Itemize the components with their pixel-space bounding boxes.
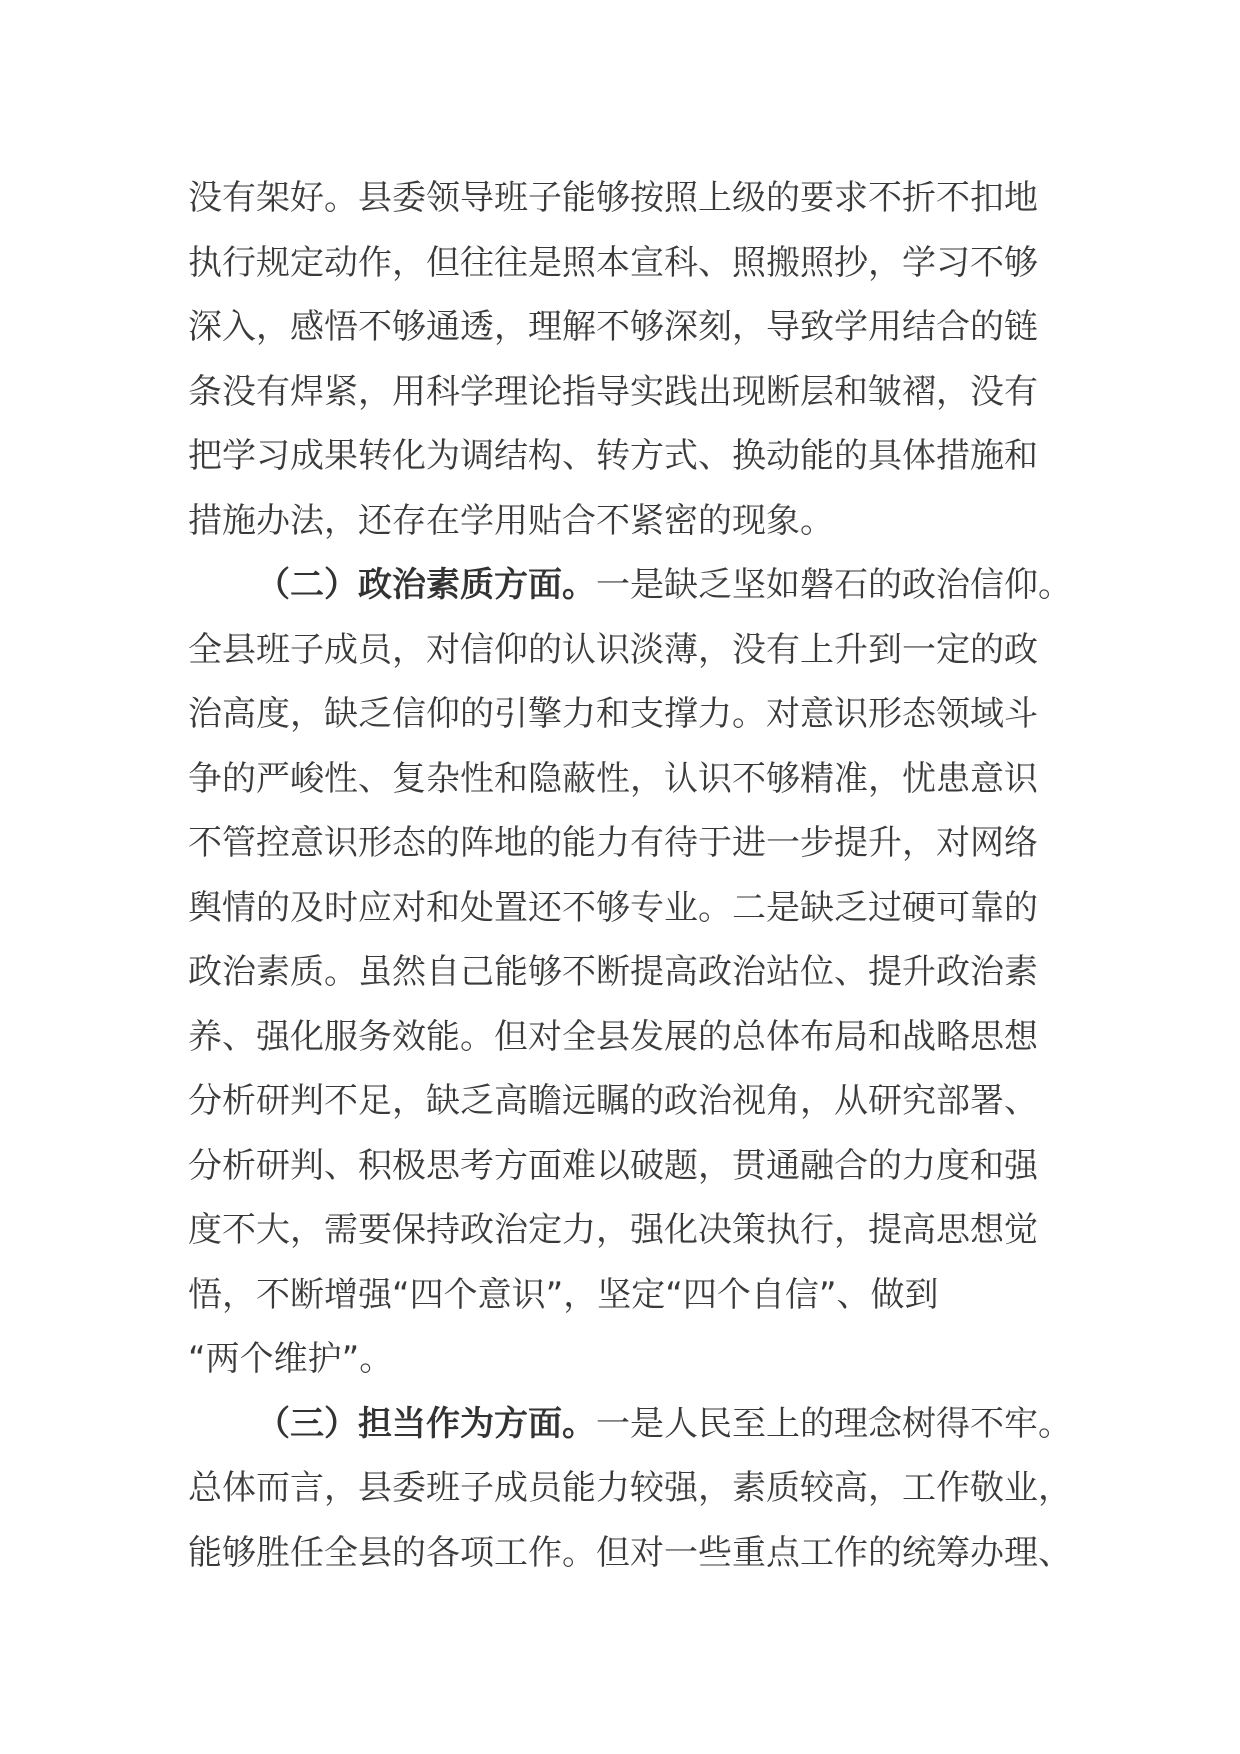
text-line: 把学习成果转化为调结构、转方式、换动能的具体措施和 <box>188 436 1038 476</box>
section-responsibility <box>188 1392 1072 1586</box>
text-line: 全县班子成员，对信仰的认识淡薄，没有上升到一定的政 <box>188 629 1038 670</box>
text-line: 执行规定动作，但往往是照本宣科、照搬照抄，学习不够 <box>188 242 1038 283</box>
text-line: 总体而言，县委班子成员能力较强，素质较高，工作敬业， <box>188 1468 1072 1508</box>
text-line: 分析研判不足，缺乏高瞻远瞩的政治视角，从研究部署、 <box>188 1081 1038 1121</box>
section-first-line <box>188 553 1072 618</box>
text-line: 争的严峻性、复杂性和隐蔽性，认识不够精准，忧患意识 <box>188 758 1038 799</box>
text-line: 政治素质。虽然自己能够不断提高政治站位、提升政治素 <box>188 952 1038 992</box>
section-first-line-text: 一是缺乏坚如磐石的政治信仰。 <box>596 565 1072 605</box>
section-heading: （三）担当作为方面。 <box>256 1403 596 1444</box>
text-line: 措施办法，还存在学用贴合不紧密的现象。 <box>188 500 834 541</box>
text-line: 没有架好。县委领导班子能够按照上级的要求不折不扣地 <box>188 178 1038 218</box>
section-first-line-text: 一是人民至上的理念树得不牢。 <box>596 1403 1072 1444</box>
text-line: 悟，不断增强“四个意识”，坚定“四个自信”、做到 <box>188 1274 939 1315</box>
text-line: 深入，感悟不够通透，理解不够深刻，导致学用结合的链 <box>188 307 1038 347</box>
section-heading: （二）政治素质方面。 <box>256 565 596 605</box>
text-line: 度不大，需要保持政治定力，强化决策执行，提高思想觉 <box>188 1210 1038 1250</box>
text-line: 不管控意识形态的阵地的能力有待于进一步提升，对网络 <box>188 823 1038 863</box>
text-line: 舆情的及时应对和处置还不够专业。二是缺乏过硬可靠的 <box>188 887 1038 928</box>
text-line: 能够胜任全县的各项工作。但对一些重点工作的统筹办理、 <box>188 1532 1072 1573</box>
text-line: 治高度，缺乏信仰的引擎力和支撑力。对意识形态领域斗 <box>188 694 1038 734</box>
text-line: 条没有焊紧，用科学理论指导实践出现断层和皱褶，没有 <box>188 371 1038 412</box>
paragraph-study-application <box>188 166 1058 553</box>
text-line: 分析研判、积极思考方面难以破题，贯通融合的力度和强 <box>188 1145 1038 1186</box>
text-line: 养、强化服务效能。但对全县发展的总体布局和战略思想 <box>188 1016 1038 1057</box>
section-political-quality <box>188 553 1072 1392</box>
document-body <box>188 166 1072 1585</box>
text-line: “两个维护”。 <box>188 1339 394 1379</box>
section-first-line <box>188 1392 1072 1457</box>
